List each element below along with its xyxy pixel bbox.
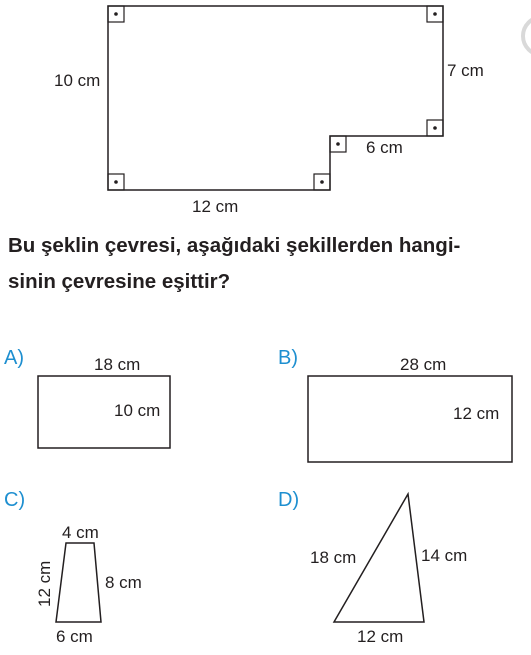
right-angle-icon: [108, 6, 124, 22]
option-d-left-label: 18 cm: [310, 548, 357, 567]
option-a-top-label: 18 cm: [94, 355, 141, 374]
option-c[interactable]: [4, 489, 142, 646]
question-text: [8, 228, 528, 300]
option-c-top-label: 4 cm: [62, 523, 99, 542]
right-angle-icon: [314, 174, 330, 190]
option-c-left-label: 12 cm: [35, 560, 54, 607]
option-b-top-label: 28 cm: [400, 355, 447, 374]
option-c-right-label: 8 cm: [105, 573, 142, 592]
right-angle-icon: [427, 6, 443, 22]
option-d-right-label: 14 cm: [421, 546, 468, 565]
close-circle-icon[interactable]: [523, 17, 531, 55]
main-step-label: 6 cm: [366, 138, 403, 157]
option-b-side-label: 12 cm: [453, 404, 500, 423]
option-d-letter: D): [278, 489, 300, 511]
option-c-letter: C): [4, 489, 26, 511]
option-c-trapezoid: [56, 543, 101, 622]
option-a-letter: A): [4, 347, 24, 369]
main-left-label: 10 cm: [54, 71, 101, 90]
right-angle-icon: [330, 136, 346, 152]
right-angle-icon: [108, 174, 124, 190]
main-right-label: 7 cm: [447, 61, 484, 80]
question-line-1: Bu şeklin çevresi, aşağıdaki şekillerden hangi-: [8, 234, 461, 257]
option-b[interactable]: [278, 347, 512, 462]
option-c-bottom-label: 6 cm: [56, 627, 93, 646]
main-figure-outline: [108, 6, 443, 190]
option-b-letter: B): [278, 347, 298, 369]
main-figure: [54, 6, 484, 216]
main-bottom-label: 12 cm: [192, 197, 239, 216]
right-angle-icon: [427, 120, 443, 136]
question-line-2: sinin çevresine eşittir?: [8, 270, 231, 293]
option-d-bottom-label: 12 cm: [357, 627, 404, 646]
option-a-side-label: 10 cm: [114, 401, 161, 420]
option-a[interactable]: [4, 347, 170, 448]
option-d[interactable]: [278, 489, 467, 646]
